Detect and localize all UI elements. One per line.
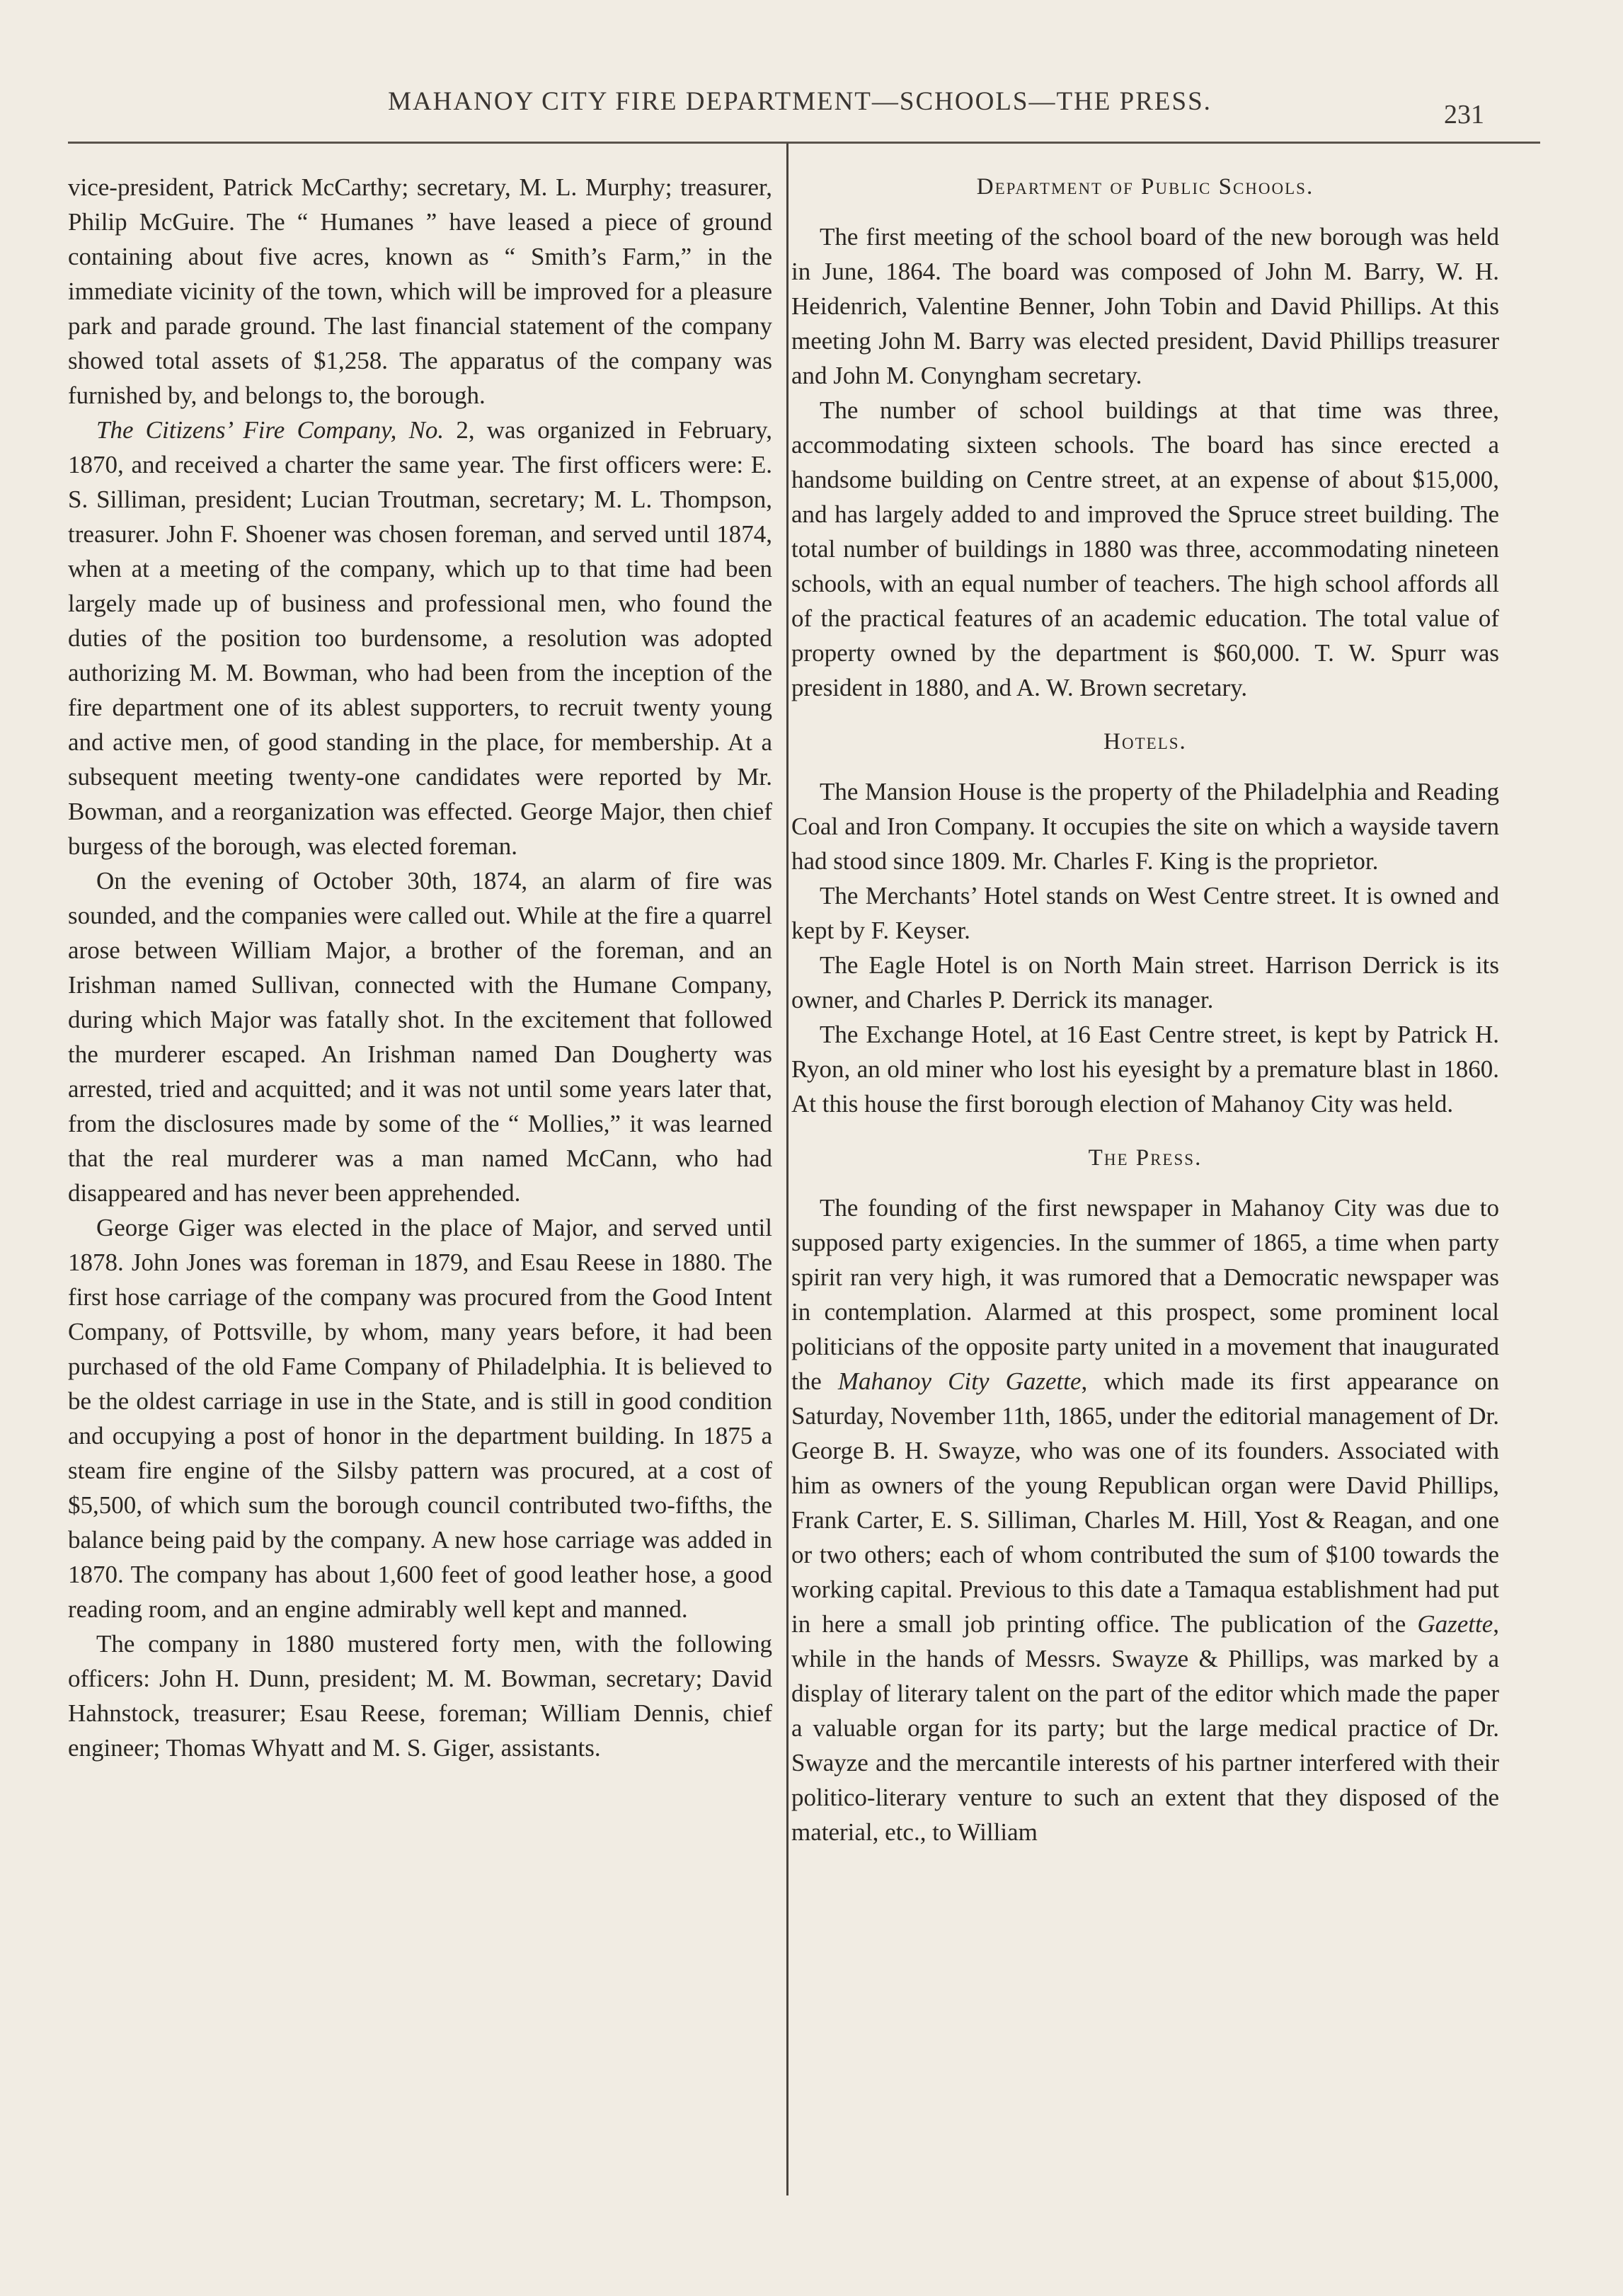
paragraph-citizens-fire-company: [68, 413, 772, 863]
schools-heading: Department of Public Schools.: [976, 174, 1314, 200]
paragraph-mansion-house: The Mansion House is the property of the Philadelphia and Reading Coal and Iron Company. It occupies the site on which a wayside tavern had stood since 1809. Mr. Charles F. King is the proprietor.: [791, 778, 1499, 875]
paragraph-eagle-hotel: The Eagle Hotel is on North Main street. Harrison Derrick is its owner, and Charles P. Derrick its manager.: [791, 951, 1499, 1014]
hotels-heading: Hotels.: [1103, 729, 1187, 754]
paragraph-press-founding: The founding of the first newspaper in Mahanoy City was due to supposed party exigencies. In the summer of 1865, a time when party spirit ran very high, it was rumored that a Democratic newspaper was in contemplation. Alarmed at this prospect, some prominent local politicians of the opposite party united in a movement that inaugurated the Mahanoy City Gazette, which made its first appearance on Saturday, November 11th, 1865, under the editorial management of Dr. George B. H. Swayze, who was one of its founders. Associated with him as owners of the young Republican organ were David Phillips, Frank Carter, E. S. Silliman, Charles M. Hill, Yost & Reagan, and one or two others; each of whom contributed the sum of $100 towards the working capital. Previous to this date a Tamaqua establishment had put in here a small job printing office. The publication of the Gazette, while in the hands of Messrs. Swayze & Phillips, was marked by a display of literary talent on the part of the editor which made the paper a valuable organ for its party; but the large medical practice of Dr. Swayze and the mercantile interests of his partner interfered with their politico-literary venture to such an extent that they disposed of the material, etc., to William: [791, 1194, 1500, 1846]
column-divider: [786, 143, 788, 2195]
press-heading: The Press.: [1088, 1145, 1203, 1171]
paragraph-exchange-hotel: The Exchange Hotel, at 16 East Centre street, is kept by Patrick H. Ryon, an old miner who lost his eyesight by a premature blast in 1860. At this house the first borough election of Mahanoy City was held.: [791, 1021, 1499, 1118]
citizens-company-text: 2, was organized in February, 1870, and received a charter the same year. The first officers were: E. S. Silliman, president; Lucian Troutman, secretary; M. L. Thompson, treasurer. John F. Shoener was chosen foreman, and served until 1874, when at a meeting of the company, which up to that time had been largely made up of business and professional men, who found the duties of the position too burdensome, a resolution was adopted authorizing M. M. Bowman, who had been from the inception of the fire department one of its ablest supporters, to recruit twenty young and active men, of good standing in the place, for membership. At a subsequent meeting twenty-one candidates were reported by Mr. Bowman, and a reorganization was effected. George Major, then chief burgess of the borough, was elected foreman.: [68, 416, 772, 860]
left-column: [68, 170, 772, 1765]
paragraph-school-board: The first meeting of the school board of the new borough was held in June, 1864. The board was composed of John M. Barry, W. H. Heidenrich, Valentine Benner, John Tobin and David Phillips. At this meeting John M. Barry was elected president, David Phillips treasurer and John M. Conyngham secretary.: [791, 223, 1499, 389]
gazette-title: Mahanoy City Gazette: [837, 1367, 1082, 1395]
paragraph-october-alarm: On the evening of October 30th, 1874, an alarm of fire was sounded, and the companies were called out. While at the fire a quarrel arose between William Major, a brother of the foreman, and an Irishman named Sullivan, connected with the Humane Company, during which Major was fatally shot. In the excitement that followed the murderer escaped. An Irishman named Dan Dougherty was arrested, tried and acquitted; and it was not until some years later that, from the disclosures made by some of the “ Mollies,” it was learned that the real murderer was a man named McCann, who had disappeared and has never been apprehended.: [68, 867, 772, 1207]
header-rule: [68, 142, 1540, 144]
paragraph-george-giger: George Giger was elected in the place of Major, and served until 1878. John Jones was foreman in 1879, and Esau Reese in 1880. The first hose carriage of the company was procured from the Good Intent Company, of Pottsville, by whom, many years before, it had been purchased of the old Fame Company of Philadelphia. It is believed to be the oldest carriage in use in the State, and is still in good condition and occupying a post of honor in the department building. In 1875 a steam fire engine of the Silsby pattern was procured, at a cost of $5,500, of which sum the borough council contributed two-fifths, the balance being paid by the company. A new hose carriage was added in 1870. The company has about 1,600 feet of good leather hose, a good reading room, and an engine admirably well kept and manned.: [68, 1214, 772, 1623]
paragraph-merchants-hotel: The Merchants’ Hotel stands on West Centre street. It is owned and kept by F. Keyser.: [791, 882, 1499, 944]
paragraph-humane-company: vice-president, Patrick McCarthy; secretary, M. L. Murphy; treasurer, Philip McGuire. The “ Humanes ” have leased a piece of ground containing about five acres, known as “ Smith’s Farm,” in the immediate vicinity of the town, which will be improved for a pleasure park and parade ground. The last financial statement of the company showed total assets of $1,258. The apparatus of the company was furnished by, and belongs to, the borough.: [68, 173, 772, 409]
page-number: 231: [1444, 100, 1484, 130]
paragraph-school-buildings: The number of school buildings at that time was three, accommodating sixteen schools. The board has since erected a handsome building on Centre street, at an expense of about $15,000, and has largely added to and improved the Spruce street building. The total number of buildings in 1880 was three, accommodating nineteen schools, with an equal number of teachers. The high school affords all of the practical features of an academic education. The total value of property owned by the department is $60,000. T. W. Spurr was president in 1880, and A. W. Brown secretary.: [791, 396, 1499, 701]
right-column: [791, 170, 1499, 1849]
gazette-short-title: Gazette: [1417, 1610, 1493, 1638]
paragraph-company-officers-1880: The company in 1880 mustered forty men, with the following officers: John H. Dunn, president; M. M. Bowman, secretary; David Hahnstock, treasurer; Esau Reese, foreman; William Dennis, chief engineer; Thomas Whyatt and M. S. Giger, assistants.: [68, 1630, 772, 1762]
citizens-company-title: The Citizens’ Fire Company, No.: [96, 416, 445, 444]
running-head: MAHANOY CITY FIRE DEPARTMENT—SCHOOLS—THE PRESS.: [388, 87, 1212, 116]
